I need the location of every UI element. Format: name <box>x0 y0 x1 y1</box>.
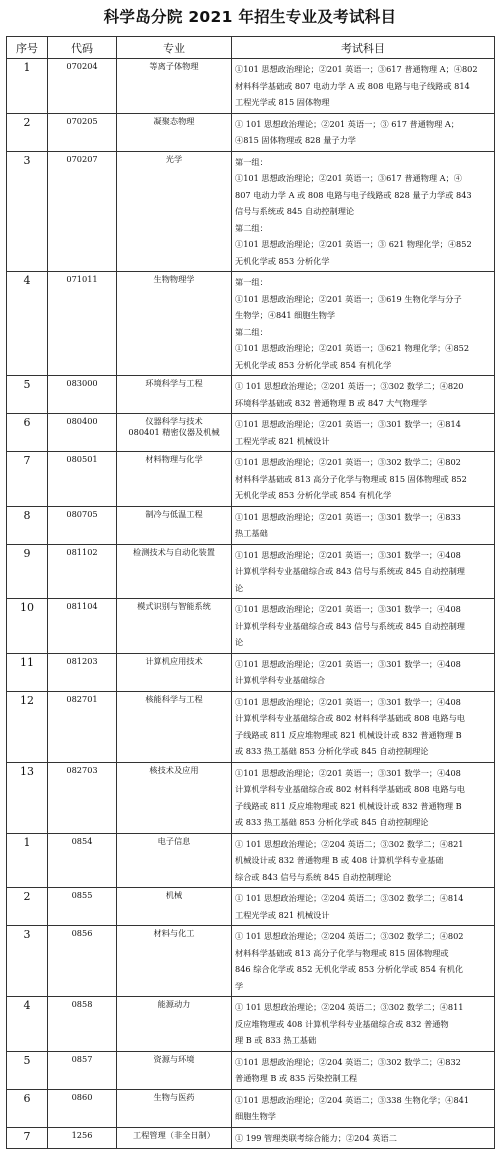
exam-subjects-line: 材料科学基础或 807 电动力学 A 或 808 电路与电子线路或 814 <box>235 80 470 91</box>
exam-subjects-line: ①101 思想政治理论；②201 英语一；③621 物理化学；④852 <box>235 343 470 353</box>
exam-subjects <box>232 762 495 833</box>
major-code: 0858 <box>48 997 117 1052</box>
major-name-line: 材料物理与化学 <box>145 454 203 464</box>
exam-subjects-line: 环境科学基础或 832 普通物理 B 或 847 大气物理学 <box>235 397 428 408</box>
exam-subjects-line: 论 <box>235 637 244 647</box>
major-name-line: 核技术及应用 <box>149 764 199 775</box>
header-no: 序号 <box>7 37 48 59</box>
major-name-line: 生物与医药 <box>153 1091 195 1102</box>
major-name <box>117 59 232 114</box>
major-name-line: 工程管理（非全日制） <box>133 1129 215 1140</box>
exam-subjects-line: 807 电动力学 A 或 808 电路与电子线路或 828 量子力学或 843 <box>235 189 472 200</box>
exam-subjects-line: 无机化学或 853 分析化学 <box>235 255 330 266</box>
major-code: 081102 <box>48 544 117 599</box>
major-code: 1256 <box>48 1127 117 1149</box>
exam-subjects-line: 论 <box>235 582 244 593</box>
major-code: 081104 <box>48 599 117 654</box>
exam-subjects-line: ①101 思想政治理论；②201 英语一；③301 数学一；④833 <box>235 511 461 522</box>
exam-subjects-line: 第一组： <box>235 277 268 287</box>
major-name-line: 资源与环境 <box>153 1053 195 1064</box>
exam-subjects-line: 理 B 或 833 热工基础 <box>235 1035 317 1045</box>
exam-subjects-line: ① 101 思想政治理论；②204 英语二；③302 数学二；④802 <box>235 931 464 941</box>
exam-subjects-line: 生物学；④841 细胞生物学 <box>235 310 336 320</box>
exam-subjects-line: ①101 思想政治理论；②201 英语一；③302 数学二；④802 <box>235 457 461 467</box>
table-row <box>7 113 495 151</box>
row-number: 3 <box>7 926 48 997</box>
table-body <box>7 59 495 1149</box>
major-name <box>117 926 232 997</box>
exam-subjects <box>232 1127 495 1149</box>
exam-subjects-line: 子线路或 811 反应堆物理或 821 机械设计或 832 普通物理 B <box>235 800 462 811</box>
exam-subjects <box>232 599 495 654</box>
exam-subjects-line: 信号与系统或 845 自动控制理论 <box>235 206 355 216</box>
exam-subjects <box>232 59 495 114</box>
table-row <box>7 691 495 762</box>
exam-subjects-line: ①101 思想政治理论；②204 英语二；③302 数学二；④832 <box>235 1056 461 1067</box>
exam-subjects <box>232 544 495 599</box>
exam-subjects <box>232 926 495 997</box>
major-name-line: 等离子体物理 <box>149 61 199 71</box>
exam-subjects <box>232 452 495 507</box>
exam-subjects-line: ① 101 思想政治理论；②201 英语一；③ 617 普通物理 A； <box>235 118 459 129</box>
exam-subjects-line: ①101 思想政治理论；②201 英语一；③301 数学一；④408 <box>235 696 461 707</box>
table-row <box>7 762 495 833</box>
major-name <box>117 506 232 544</box>
major-name-line: 生物物理学 <box>153 274 195 284</box>
major-name <box>117 452 232 507</box>
table-row <box>7 151 495 272</box>
row-number: 4 <box>7 272 48 376</box>
major-name-line: 材料与化工 <box>153 928 195 938</box>
exam-subjects-line: 第一组： <box>235 156 268 167</box>
exam-subjects-line: 计算机学科专业基础综合或 802 材料科学基础或 808 电路与电 <box>235 713 465 723</box>
row-number: 1 <box>7 833 48 888</box>
major-name <box>117 997 232 1052</box>
exam-subjects <box>232 151 495 272</box>
major-name-line: 凝聚态物理 <box>153 115 195 126</box>
major-code: 0857 <box>48 1051 117 1089</box>
exam-subjects-line: ①101 思想政治理论；②201 英语一；③301 数学一；④408 <box>235 604 461 614</box>
major-name-line: 电子信息 <box>157 835 191 846</box>
major-code: 0856 <box>48 926 117 997</box>
exam-subjects-line: 热工基础 <box>235 528 268 538</box>
major-name-line: 能源动力 <box>157 999 191 1009</box>
row-number: 10 <box>7 599 48 654</box>
exam-subjects-line: 材料科学基础或 813 高分子化学与物理或 815 固体物理或 <box>235 947 449 958</box>
major-code: 080400 <box>48 414 117 452</box>
row-number: 7 <box>7 452 48 507</box>
row-number: 9 <box>7 544 48 599</box>
major-name <box>117 151 232 272</box>
exam-subjects-line: ① 101 思想政治理论；②204 英语二；③302 数学二；④821 <box>235 838 464 849</box>
table-row <box>7 1089 495 1127</box>
major-name-line: 计算机应用技术 <box>145 655 203 666</box>
exam-subjects-line: 工程光学或 821 机械设计 <box>235 435 330 446</box>
exam-subjects-line: ① 101 思想政治理论；②204 英语二；③302 数学二；④811 <box>235 1002 464 1012</box>
table-row <box>7 926 495 997</box>
major-code: 083000 <box>48 376 117 414</box>
exam-subjects <box>232 691 495 762</box>
major-name <box>117 544 232 599</box>
major-code: 0855 <box>48 888 117 926</box>
page-title: 科学岛分院 2021 年招生专业及考试科目 <box>103 8 397 26</box>
table-row <box>7 888 495 926</box>
major-code: 071011 <box>48 272 117 376</box>
table-row <box>7 1051 495 1089</box>
exam-subjects-line: 计算机学科专业基础综合或 802 材料科学基础或 808 电路与电 <box>235 784 465 794</box>
exam-subjects-line: 846 综合化学或 852 无机化学或 853 分析化学或 854 有机化 <box>235 964 464 974</box>
major-name-line: 仪器科学与技术 <box>145 416 203 426</box>
major-name <box>117 691 232 762</box>
row-number: 12 <box>7 691 48 762</box>
table-row <box>7 544 495 599</box>
exam-subjects-line: 计算机学科专业基础综合或 843 信号与系统或 845 自动控制理 <box>235 566 465 576</box>
major-name <box>117 762 232 833</box>
exam-subjects-line: 普通物理 B 或 835 污染控制工程 <box>235 1073 358 1083</box>
table-row <box>7 376 495 414</box>
exam-subjects-line: 无机化学或 853 分析化学或 854 有机化学 <box>235 490 392 500</box>
major-code: 070204 <box>48 59 117 114</box>
exam-subjects <box>232 506 495 544</box>
exam-subjects-line: ① 101 思想政治理论；②201 英语一；③302 数学二；④820 <box>235 381 464 391</box>
major-name-line: 检测技术与自动化装置 <box>133 546 215 557</box>
row-number: 8 <box>7 506 48 544</box>
exam-subjects-line: 第二组： <box>235 326 268 337</box>
exam-subjects <box>232 888 495 926</box>
exam-subjects-line: ④815 固体物理或 828 量子力学 <box>235 135 356 145</box>
exam-subjects-line: 工程光学或 815 固体物理 <box>235 97 330 107</box>
major-code: 0854 <box>48 833 117 888</box>
table-row <box>7 414 495 452</box>
exam-subjects-line: 第二组： <box>235 222 268 233</box>
major-name <box>117 653 232 691</box>
major-name <box>117 599 232 654</box>
major-name <box>117 414 232 452</box>
major-code: 080705 <box>48 506 117 544</box>
header-subjects: 考试科目 <box>232 37 495 59</box>
exam-subjects <box>232 272 495 376</box>
row-number: 5 <box>7 376 48 414</box>
exam-subjects-line: ①101 思想政治理论；②201 英语一；③301 数学一；④408 <box>235 767 461 778</box>
exam-subjects-line: 学 <box>235 980 244 991</box>
exam-subjects-line: ①101 思想政治理论；②201 英语一；③301 数学一；④408 <box>235 549 461 560</box>
exam-subjects-line: 子线路或 811 反应堆物理或 821 机械设计或 832 普通物理 B <box>235 729 462 740</box>
exam-subjects-line: ①101 思想政治理论；②204 英语二；③338 生物化学；④841 <box>235 1094 470 1105</box>
major-name-line: 环境科学与工程 <box>145 378 203 388</box>
row-number: 2 <box>7 113 48 151</box>
exam-subjects-line: 或 833 热工基础 853 分析化学或 845 自动控制理论 <box>235 746 429 756</box>
exam-subjects-line: 材料科学基础或 813 高分子化学与物理或 815 固体物理或 852 <box>235 473 467 484</box>
major-name-line: 080401 精密仪器及机械 <box>128 427 220 437</box>
exam-subjects <box>232 833 495 888</box>
major-name <box>117 113 232 151</box>
exam-subjects <box>232 1089 495 1127</box>
exam-subjects-line: ①101 思想政治理论；②201 英语一；③619 生物化学与分子 <box>235 293 462 304</box>
major-code: 081203 <box>48 653 117 691</box>
major-code: 082703 <box>48 762 117 833</box>
exam-subjects <box>232 653 495 691</box>
exam-subjects-line: 综合或 843 信号与系统 845 自动控制理论 <box>235 871 392 882</box>
table-row <box>7 59 495 114</box>
row-number: 7 <box>7 1127 48 1149</box>
table-row <box>7 653 495 691</box>
major-name <box>117 888 232 926</box>
row-number: 6 <box>7 414 48 452</box>
table-row <box>7 452 495 507</box>
exam-subjects <box>232 1051 495 1089</box>
exam-subjects <box>232 376 495 414</box>
header-code: 代码 <box>48 37 117 59</box>
table-row <box>7 599 495 654</box>
major-name-line: 核能科学与工程 <box>145 693 203 704</box>
major-name <box>117 1127 232 1149</box>
exam-subjects-line: ①101 思想政治理论；②201 英语一；③617 普通物理 A；④802 <box>235 64 478 74</box>
major-name <box>117 1051 232 1089</box>
exam-subjects-line: ①101 思想政治理论；②201 英语一；③ 621 物理化学；④852 <box>235 239 472 249</box>
exam-subjects-line: ①101 思想政治理论；②201 英语一；③617 普通物理 A；④ <box>235 173 462 183</box>
major-name <box>117 1089 232 1127</box>
row-number: 11 <box>7 653 48 691</box>
exam-subjects-line: ①101 思想政治理论；②201 英语一；③301 数学一；④814 <box>235 419 461 429</box>
major-code: 082701 <box>48 691 117 762</box>
row-number: 1 <box>7 59 48 114</box>
major-name-line: 制冷与低温工程 <box>145 508 203 519</box>
table-row <box>7 272 495 376</box>
header-major: 专业 <box>117 37 232 59</box>
row-number: 2 <box>7 888 48 926</box>
row-number: 3 <box>7 151 48 272</box>
table-header-row <box>7 37 495 59</box>
exam-subjects <box>232 414 495 452</box>
exam-subjects <box>232 113 495 151</box>
major-code: 080501 <box>48 452 117 507</box>
major-name <box>117 833 232 888</box>
major-code: 070205 <box>48 113 117 151</box>
exam-subjects-line: 机械设计或 832 普通物理 B 或 408 计算机学科专业基础 <box>235 855 444 865</box>
exam-subjects-line: 工程光学或 821 机械设计 <box>235 909 330 920</box>
major-name <box>117 376 232 414</box>
exam-subjects-line: ① 101 思想政治理论；②204 英语二；③302 数学二；④814 <box>235 893 464 903</box>
exam-subjects <box>232 997 495 1052</box>
table-row <box>7 1127 495 1149</box>
major-name-line: 光学 <box>165 153 183 164</box>
row-number: 5 <box>7 1051 48 1089</box>
table-row <box>7 833 495 888</box>
major-code: 0860 <box>48 1089 117 1127</box>
exam-subjects-line: 细胞生物学 <box>235 1111 276 1121</box>
admission-table <box>6 36 495 1149</box>
major-code: 070207 <box>48 151 117 272</box>
exam-subjects-line: ① 199 管理类联考综合能力；②204 英语二 <box>235 1132 397 1143</box>
exam-subjects-line: 或 833 热工基础 853 分析化学或 845 自动控制理论 <box>235 817 429 827</box>
row-number: 4 <box>7 997 48 1052</box>
row-number: 6 <box>7 1089 48 1127</box>
exam-subjects-line: 计算机学科专业基础综合 <box>235 675 326 685</box>
major-name <box>117 272 232 376</box>
row-number: 13 <box>7 762 48 833</box>
exam-subjects-line: 无机化学或 853 分析化学或 854 有机化学 <box>235 359 392 370</box>
major-name-line: 机械 <box>165 890 183 900</box>
major-name-line: 模式识别与智能系统 <box>137 601 211 611</box>
exam-subjects-line: 反应堆物理或 408 计算机学科专业基础综合或 832 普通物 <box>235 1018 449 1029</box>
exam-subjects-line: 计算机学科专业基础综合或 843 信号与系统或 845 自动控制理 <box>235 620 465 631</box>
table-row <box>7 506 495 544</box>
exam-subjects-line: ①101 思想政治理论；②201 英语一；③301 数学一；④408 <box>235 658 461 669</box>
table-row <box>7 997 495 1052</box>
